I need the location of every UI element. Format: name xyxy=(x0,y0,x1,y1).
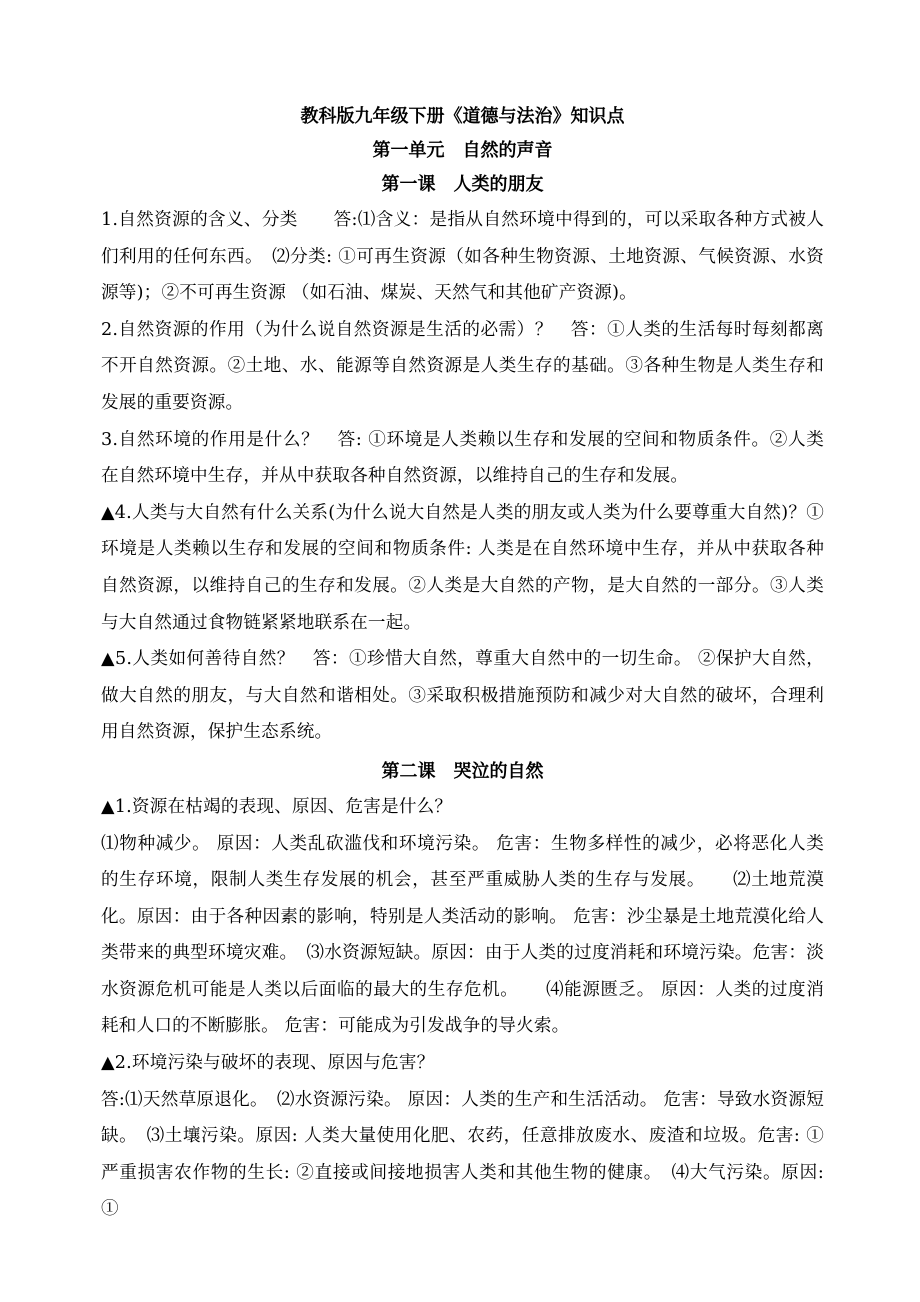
lesson-2-paragraph-1: ▲1.资源在枯竭的表现、原因、危害是什么？ xyxy=(101,796,453,817)
lesson-2-paragraph-2: ⑴物种减少。 原因：人类乱砍滥伐和环境污染。 危害：生物多样性的减少，必将恶化人类的生存环境，限制人类生存发展的机会，甚至严重威胁人类的生存与发展。 ⑵土地荒漠化。原因：由于各种因素的影响，特别是人类活动的影响。 危害：沙尘暴是土地荒漠化给人类带来的典型环境灾难。 ⑶水资源短缺。原因：由于人类的过度消耗和环境污染。危害：淡水资源危机可能是人类以后面临的最大的生存危机。 ⑷能源匮乏。 原因：人类的过度消耗和人口的不断膨胀。 危害：可能成为引发战争的导火索。 xyxy=(101,833,824,1037)
lesson-1-paragraph-3: 3.自然环境的作用是什么？ 答: ①环境是人类赖以生存和发展的空间和物质条件。②人类在自然环境中生存，并从中获取各种自然资源，以维持自己的生存和发展。 xyxy=(101,429,824,487)
lesson-2-paragraph-3: ▲2.环境污染与破坏的表现、原因与危害？ xyxy=(101,1053,435,1074)
lesson-1-paragraph-5: ▲5.人类如何善待自然？ 答：①珍惜大自然，尊重大自然中的一切生命。 ②保护大自然，做大自然的朋友，与大自然和谐相处。③采取积极措施预防和减少对大自然的破坏，合理利用自然资源，保护生态系统。 xyxy=(101,649,824,743)
lesson-1-paragraph-4: ▲4.人类与大自然有什么关系(为什么说大自然是人类的朋友或人类为什么要尊重大自然)？①环境是人类赖以生存和发展的空间和物质条件: 人类是在自然环境中生存，并从中获取各种自然资源，以维持自己的生存和发展。②人类是大自然的产物，是大自然的一部分。③人类与大自然通过食物链紧紧地联系在一起。 xyxy=(101,502,824,633)
lesson-1-title: 第一课 人类的朋友 xyxy=(381,174,544,195)
lesson-1-paragraph-2: 2.自然资源的作用（为什么说自然资源是生活的必需）？ 答：①人类的生活每时每刻都离不开自然资源。②土地、水、能源等自然资源是人类生存的基础。③各种生物是人类生存和发展的重要资源。 xyxy=(101,319,824,413)
lesson-1-paragraph-1: 1.自然资源的含义、分类 答:⑴含义：是指从自然环境中得到的，可以采取各种方式被人们利用的任何东西。 ⑵分类: ①可再生资源（如各种生物资源、土地资源、气候资源、水资源等)；②不可再生资源 （如石油、煤炭、天然气和其他矿产资源)。 xyxy=(101,210,824,304)
lesson-2-paragraph-4: 答:⑴天然草原退化。 ⑵水资源污染。 原因：人类的生产和生活活动。 危害：导致水资源短缺。 ⑶土壤污染。原因: 人类大量使用化肥、农药，任意排放废水、废渣和垃圾。危害: ①严重损害农作物的生长: ②直接或间接地损害人类和其他生物的健康。 ⑷大气污染。原因: ① xyxy=(101,1089,824,1220)
unit-title: 第一单元 自然的声音 xyxy=(372,140,553,161)
lesson-2-title: 第二课 哭泣的自然 xyxy=(381,760,544,782)
document-title: 教科版九年级下册《道德与法治》知识点 xyxy=(300,106,625,127)
